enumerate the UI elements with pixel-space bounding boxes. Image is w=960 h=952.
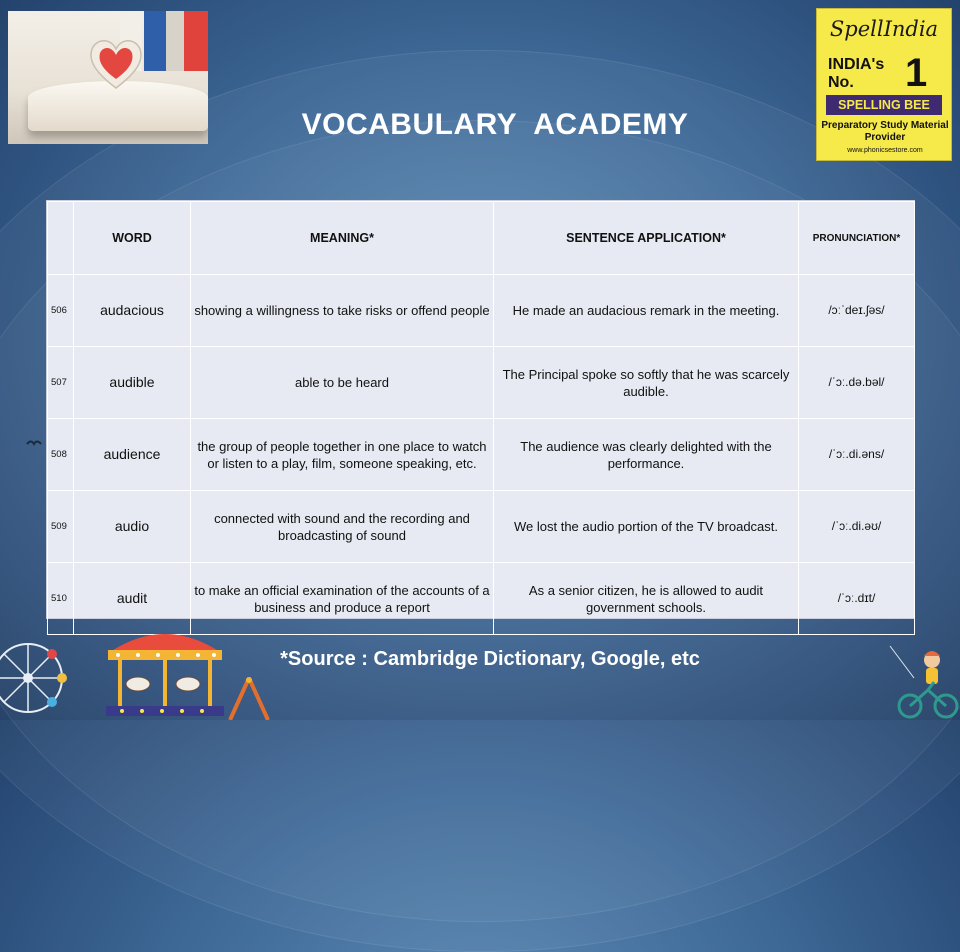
row-number: 506 — [48, 275, 74, 347]
row-word: audit — [74, 563, 191, 635]
vocabulary-table — [46, 200, 915, 619]
row-pronunciation: /ˈɔː.də.bəl/ — [799, 347, 915, 419]
logo-rank: 1 — [905, 51, 928, 95]
header-meaning: MEANING* — [191, 202, 494, 275]
row-sentence: As a senior citizen, he is allowed to audit government schools. — [494, 563, 799, 635]
carousel-icon — [102, 622, 228, 720]
row-word: audible — [74, 347, 191, 419]
logo-tagline-line1: INDIA's — [828, 56, 885, 73]
row-number: 507 — [48, 347, 74, 419]
row-word: audio — [74, 491, 191, 563]
row-sentence: He made an audacious remark in the meeting. — [494, 275, 799, 347]
row-sentence: The audience was clearly delighted with the performance. — [494, 419, 799, 491]
table-row — [48, 491, 915, 563]
row-meaning: showing a willingness to take risks or offend people — [191, 275, 494, 347]
ferris-wheel-icon — [0, 628, 70, 720]
header-number — [48, 202, 74, 275]
row-pronunciation: /ˈɔː.di.əns/ — [799, 419, 915, 491]
row-sentence: We lost the audio portion of the TV broadcast. — [494, 491, 799, 563]
swing-ride-icon — [226, 676, 272, 720]
logo-tagline-line2: No. — [828, 74, 854, 91]
header-pronunciation: PRONUNCIATION* — [799, 202, 915, 275]
table-row — [48, 347, 915, 419]
row-meaning: able to be heard — [191, 347, 494, 419]
heart-pages-icon — [86, 33, 146, 93]
row-meaning: connected with sound and the recording and broadcasting of sound — [191, 491, 494, 563]
book-heart-photo — [8, 11, 208, 144]
row-pronunciation: /ˈɔː.dɪt/ — [799, 563, 915, 635]
row-meaning: the group of people together in one place to watch or listen to a play, film, someone speaking, etc. — [191, 419, 494, 491]
row-pronunciation: /ˈɔː.di.əʊ/ — [799, 491, 915, 563]
row-sentence: The Principal spoke so softly that he was scarcely audible. — [494, 347, 799, 419]
source-footnote: *Source : Cambridge Dictionary, Google, etc — [280, 648, 700, 670]
row-word: audience — [74, 419, 191, 491]
spellindia-logo — [816, 8, 952, 161]
page-title: VOCABULARY ACADEMY — [301, 108, 689, 141]
logo-url: www.phonicsestore.com — [847, 147, 923, 154]
bird-icon — [26, 438, 42, 450]
table-row — [48, 275, 915, 347]
logo-tagline — [828, 56, 884, 92]
header-sentence: SENTENCE APPLICATION* — [494, 202, 799, 275]
logo-brand-name: SpellIndia — [829, 17, 939, 41]
logo-product: SPELLING BEE — [826, 95, 942, 115]
row-word: audacious — [74, 275, 191, 347]
row-number: 508 — [48, 419, 74, 491]
row-number: 509 — [48, 491, 74, 563]
row-number: 510 — [48, 563, 74, 635]
logo-subtitle: Preparatory Study Material Provider — [821, 120, 949, 143]
row-meaning: to make an official examination of the accounts of a business and produce a report — [191, 563, 494, 635]
header-word: WORD — [74, 202, 191, 275]
row-pronunciation: /ɔːˈdeɪ.ʃəs/ — [799, 275, 915, 347]
girl-on-bicycle-icon — [888, 642, 960, 720]
table-row — [48, 419, 915, 491]
table-header-row — [48, 202, 915, 275]
